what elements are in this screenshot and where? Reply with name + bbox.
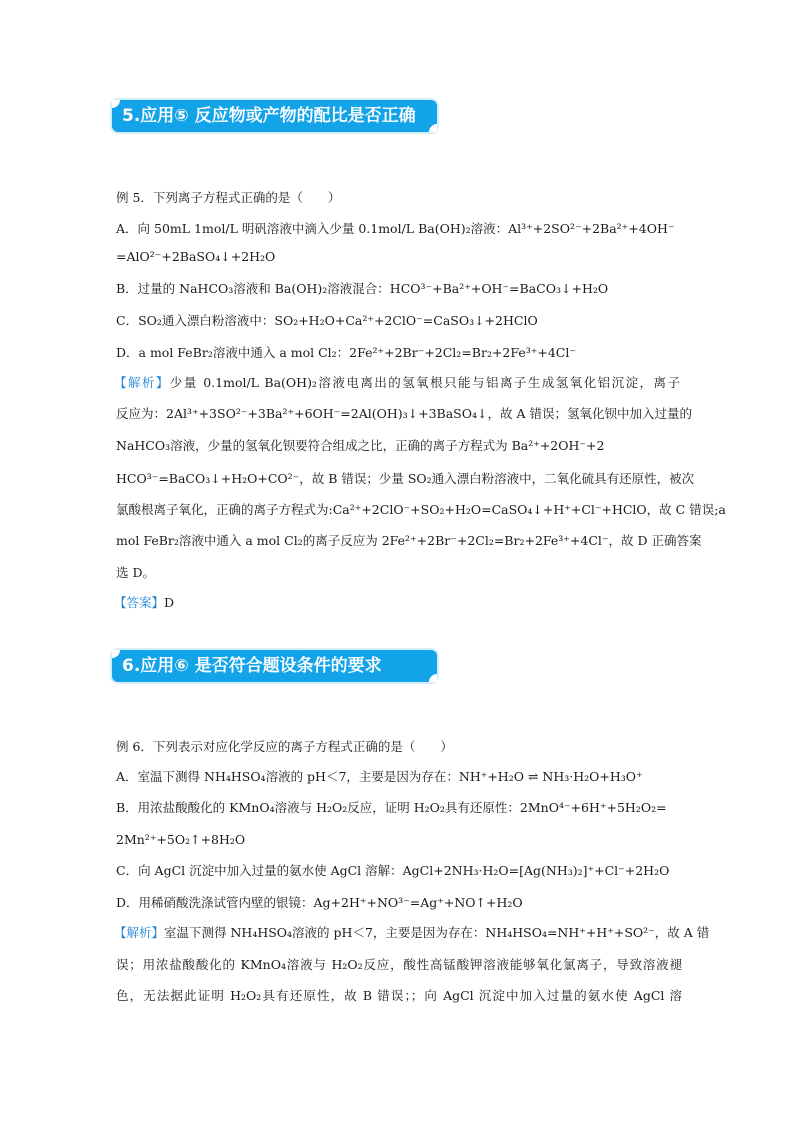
section-5-title: 5.应用⑤ 反应物或产物的配比是否正确 — [122, 106, 416, 126]
example-6-option-d: D．用稀硝酸洗涤试管内壁的银镜：Ag+2H⁺+NO³⁻=Ag⁺+NO↑+H₂O — [116, 895, 523, 910]
banner-corner — [429, 674, 437, 682]
example-5-analysis-line: HCO³⁻=BaCO₃↓+H₂O+CO²⁻，故 B 错误；少量 SO₂通入漂白粉溶液中，二氧化硫具有还原性，被次 — [116, 471, 695, 486]
example-5-option-a: A．向 50mL 1mol/L 明矾溶液中滴入少量 0.1mol/L Ba(OH)₂溶液：Al³⁺+2SO²⁻+2Ba²⁺+4OH⁻ — [116, 221, 675, 236]
example-5-analysis-line: mol FeBr₂溶液中通入 a mol Cl₂的离子反应为 2Fe²⁺+2Br⁻+2Cl₂=Br₂+2Fe³⁺+4Cl⁻，故 D 正确答案 — [116, 533, 702, 548]
section-6-title: 6.应用⑥ 是否符合题设条件的要求 — [122, 656, 382, 676]
example-5-answer: 【答案】D — [114, 595, 175, 610]
example-6-option-c: C．向 AgCl 沉淀中加入过量的氨水使 AgCl 溶解：AgCl+2NH₃·H₂O=[Ag(NH₃)₂]⁺+Cl⁻+2H₂O — [116, 863, 670, 878]
example-5-option-d: D．a mol FeBr₂溶液中通入 a mol Cl₂：2Fe²⁺+2Br⁻+2Cl₂=Br₂+2Fe³⁺+4Cl⁻ — [116, 345, 576, 360]
example-6-option-b: B．用浓盐酸酸化的 KMnO₄溶液与 H₂O₂反应，证明 H₂O₂具有还原性：2MnO⁴⁻+6H⁺+5H₂O₂= — [116, 800, 667, 815]
example-5-analysis-line: 【解析】少量 0.1mol/L Ba(OH)₂溶液电离出的氢氧根只能与铝离子生成氢氧化铝沉淀，离子 — [114, 375, 680, 390]
example-6-analysis-line: 【解析】室温下测得 NH₄HSO₄溶液的 pH＜7，主要是因为存在：NH₄HSO₄=NH⁺+H⁺+SO²⁻，故 A 错 — [114, 925, 710, 940]
example-5-option-c: C．SO₂通入漂白粉溶液中：SO₂+H₂O+Ca²⁺+2ClO⁻=CaSO₃↓+2HClO — [116, 313, 538, 328]
analysis-tag: 【解析】 — [114, 925, 165, 940]
example-6-option-a: A．室温下测得 NH₄HSO₄溶液的 pH＜7，主要是因为存在：NH⁺+H₂O ⇌ NH₃·H₂O+H₃O⁺ — [116, 769, 643, 784]
example-6-option-b-cont: 2Mn²⁺+5O₂↑+8H₂O — [116, 832, 246, 847]
banner-corner — [112, 100, 120, 108]
analysis-tag: 【解析】 — [114, 375, 170, 390]
banner-corner — [429, 124, 437, 132]
example-5-option-b: B．过量的 NaHCO₃溶液和 Ba(OH)₂溶液混合：HCO³⁻+Ba²⁺+OH⁻=BaCO₃↓+H₂O — [116, 281, 609, 296]
banner-corner — [112, 650, 120, 658]
section-5-banner — [112, 100, 437, 132]
answer-tag: 【答案】 — [114, 595, 165, 610]
example-5-analysis-line: 选 D。 — [116, 565, 155, 580]
example-6-question: 例 6．下列表示对应化学反应的离子方程式正确的是（ ） — [116, 739, 453, 754]
example-5-analysis-line: NaHCO₃溶液，少量的氢氧化钡要符合组成之比，正确的离子方程式为 Ba²⁺+2OH⁻+2 — [116, 438, 605, 453]
example-6-analysis-line: 色，无法据此证明 H₂O₂具有还原性，故 B 错误；；向 AgCl 沉淀中加入过量的氨水使 AgCl 溶 — [116, 988, 682, 1003]
section-6-banner — [112, 650, 437, 682]
example-5-analysis-line: 反应为：2Al³⁺+3SO²⁻+3Ba²⁺+6OH⁻=2Al(OH)₃↓+3BaSO₄↓，故 A 错误；氢氧化钡中加入过量的 — [116, 406, 692, 421]
example-5-analysis-line: 氯酸根离子氧化，正确的离子方程式为:Ca²⁺+2ClO⁻+SO₂+H₂O=CaSO₄↓+H⁺+Cl⁻+HClO，故 C 错误;a — [116, 502, 726, 517]
example-5-question: 例 5．下列离子方程式正确的是（ ） — [116, 190, 341, 205]
example-5-option-a-cont: =AlO²⁻+2BaSO₄↓+2H₂O — [116, 249, 276, 264]
example-6-analysis-line: 误；用浓盐酸酸化的 KMnO₄溶液与 H₂O₂反应，酸性高锰酸钾溶液能够氧化氯离子，导致溶液褪 — [116, 957, 682, 972]
